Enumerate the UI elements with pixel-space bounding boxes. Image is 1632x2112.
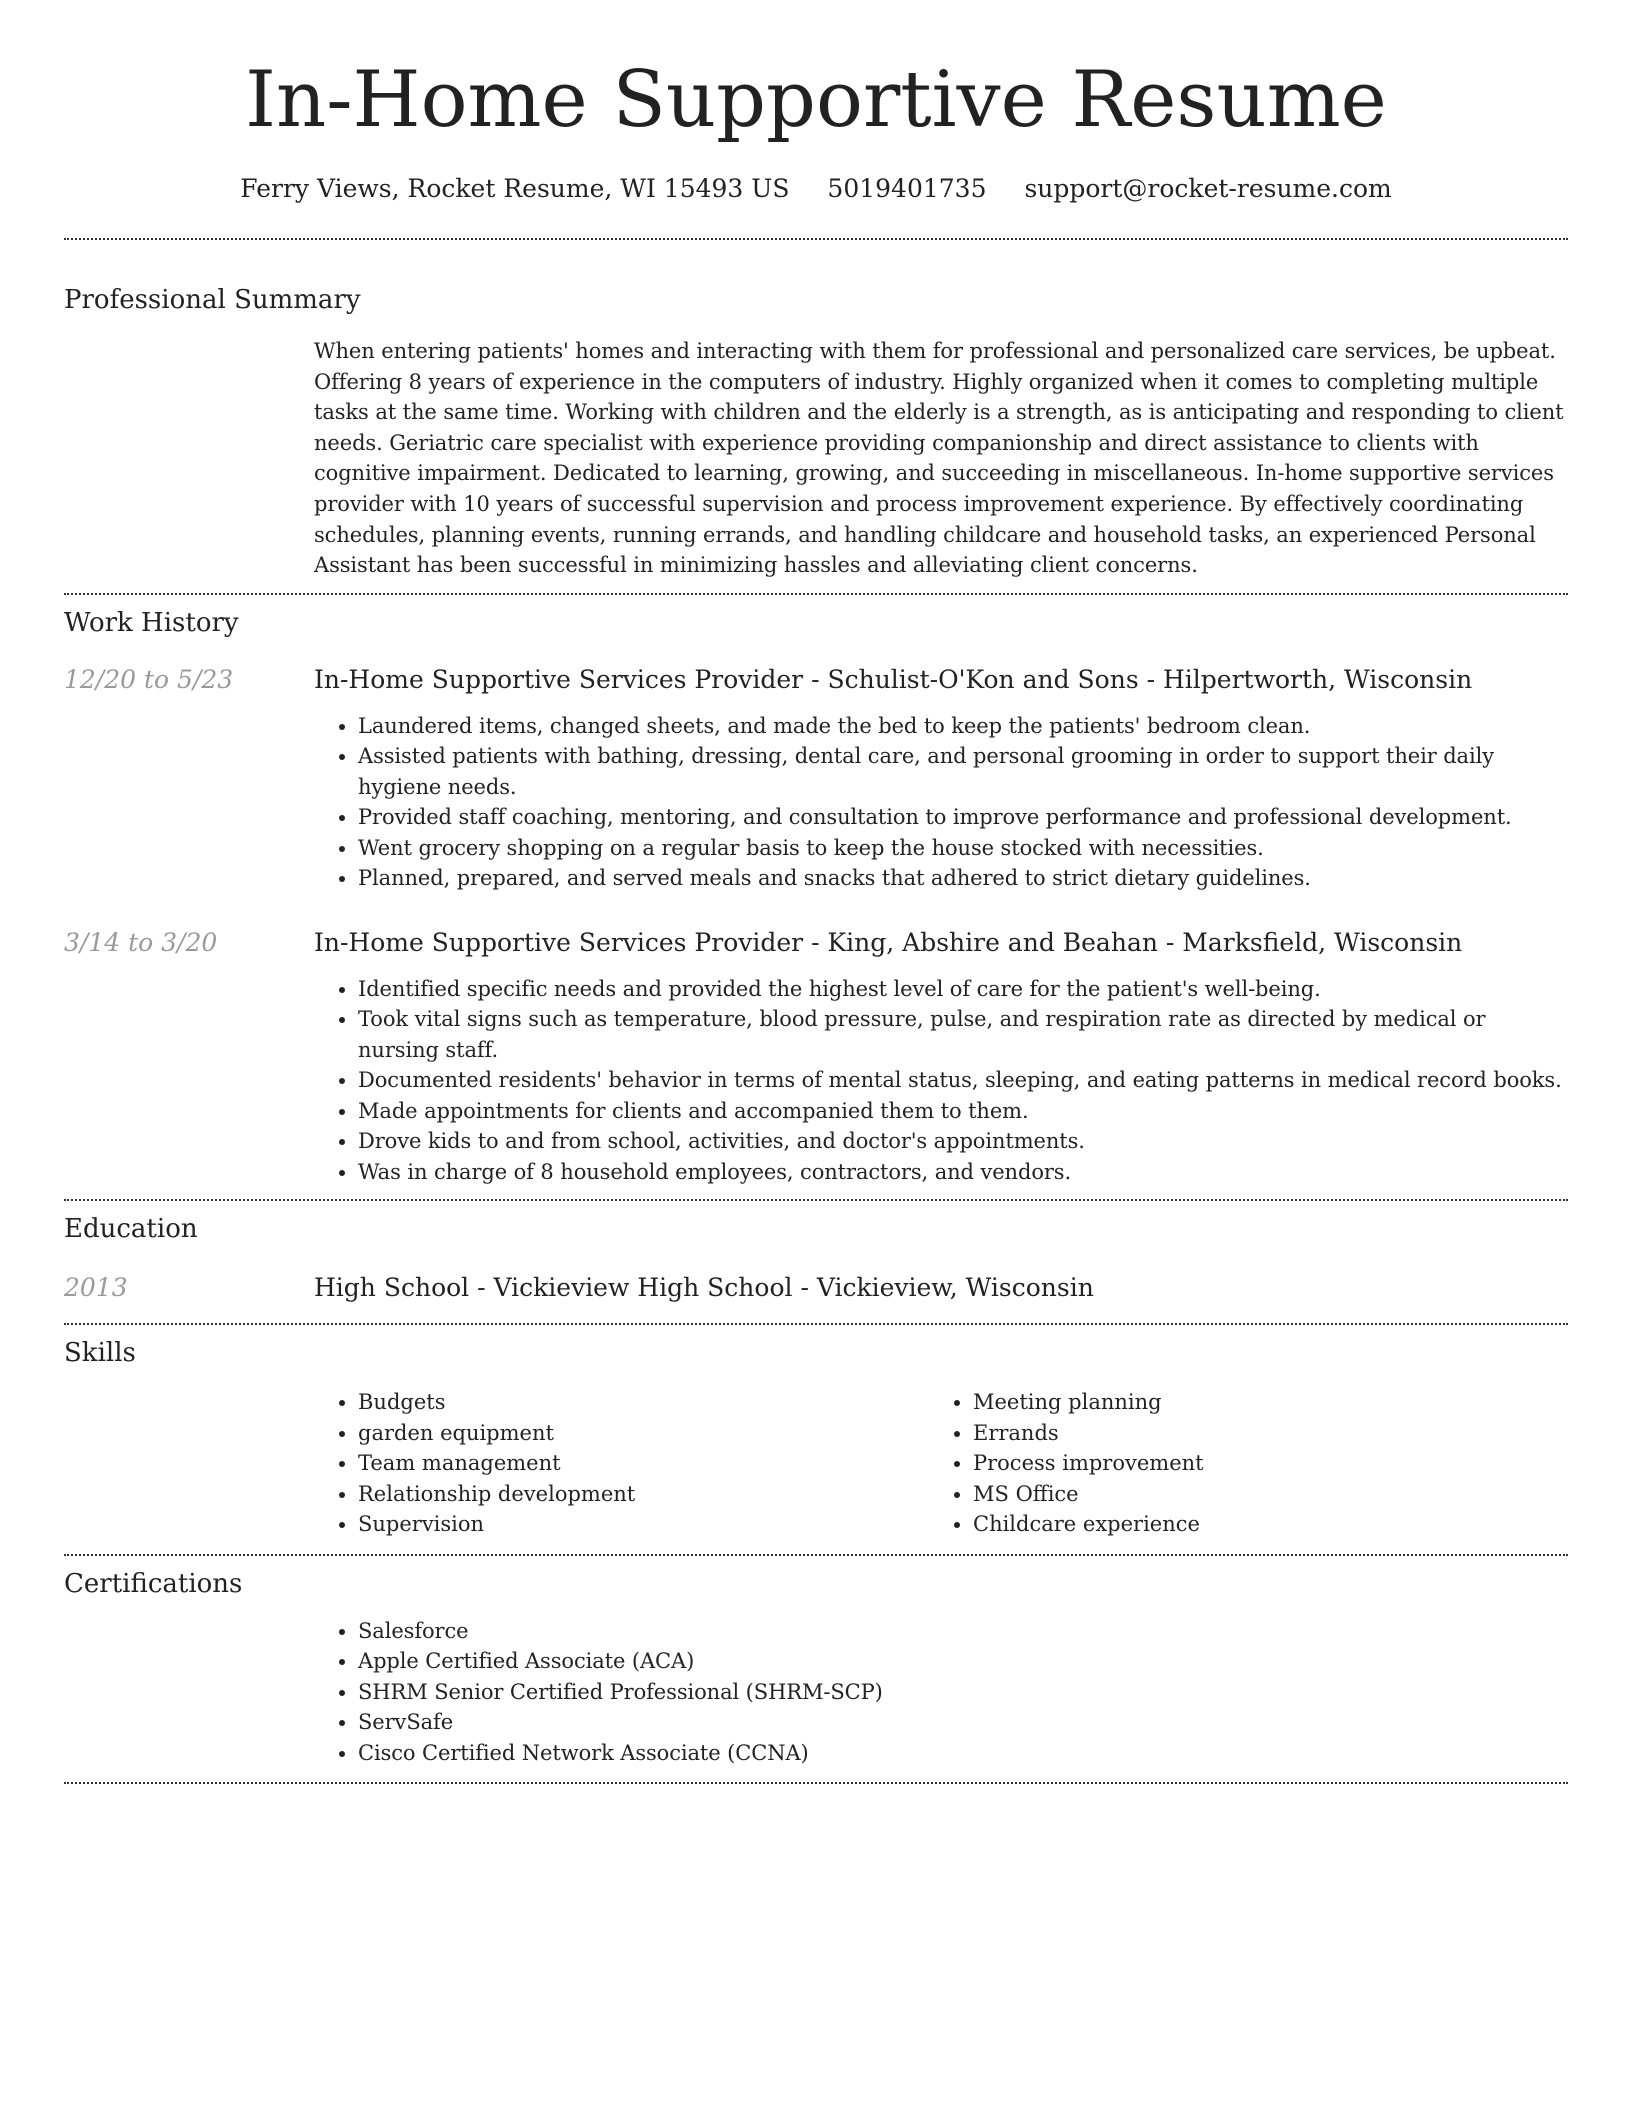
job-entry: [64, 928, 1568, 1200]
skills-list-left: [314, 1387, 929, 1540]
skill-item: • Process improvement: [973, 1448, 1204, 1479]
skill-item: • Supervision: [358, 1509, 929, 1540]
summary-text: When entering patients' homes and interacting with them for professional and personalized care services, be upbeat. Offering 8 years of experience in the computers of industry. Highly organized when it comes to completing multiple tasks at the same time. Working with children and the elderly is a strength, as is anticipating and responding to client needs. Geriatric care specialist with experience providing companionship and direct assistance to clients with cognitive impairment. Dedicated to learning, growing, and succeeding in miscellaneous. In-home supportive services provider with 10 years of successful supervision and process improvement experience. By effectively coordinating schedules, planning events, running errands, and handling childcare and household tasks, an experienced Personal Assistant has been successful in minimizing hassles and alleviating client concerns.: [314, 339, 1564, 578]
job-bullets: [314, 974, 1568, 1188]
skill-item: • Errands: [973, 1418, 1204, 1449]
certification-item: • SHRM Senior Certified Professional (SHRM-SCP): [358, 1677, 1568, 1708]
list-item: • Went grocery shopping on a regular basis to keep the house stocked with necessities.: [358, 833, 1568, 864]
list-item: • Drove kids to and from school, activities, and doctor's appointments.: [358, 1126, 1568, 1157]
education-heading: Education: [64, 1214, 198, 1245]
resume-title: In-Home Supportive Resume: [245, 55, 1387, 145]
contact-email: support@rocket-resume.com: [1024, 174, 1392, 203]
certification-item: • ServSafe: [358, 1707, 1568, 1738]
certifications-heading: Certifications: [64, 1568, 243, 1599]
list-item: • Provided staff coaching, mentoring, and consultation to improve performance and professional development.: [358, 802, 1568, 833]
skill-item: • Team management: [358, 1448, 929, 1479]
list-item: • Identified specific needs and provided the highest level of care for the patient's well-being.: [358, 974, 1568, 1005]
skill-item: • MS Office: [973, 1479, 1204, 1510]
list-item: • Made appointments for clients and accompanied them to them.: [358, 1096, 1568, 1127]
work-heading: Work History: [64, 607, 239, 638]
job-heading: In-Home Supportive Services Provider - King, Abshire and Beahan - Marksfield, Wisconsin: [314, 927, 1463, 957]
list-item: • Assisted patients with bathing, dressing, dental care, and personal grooming in order to support their daily hygiene needs.: [358, 741, 1568, 802]
job-entry: [64, 665, 1568, 894]
list-item: • Was in charge of 8 household employees, contractors, and vendors.: [358, 1157, 1568, 1188]
summary-heading: Professional Summary: [64, 285, 361, 315]
list-item: • Took vital signs such as temperature, blood pressure, pulse, and respiration rate as directed by medical or nursing staff.: [358, 1004, 1568, 1065]
list-item: • Laundered items, changed sheets, and made the bed to keep the patients' bedroom clean.: [358, 711, 1568, 742]
contact-phone: 5019401735: [827, 174, 987, 203]
job-dates: 3/14 to 3/20: [64, 927, 218, 957]
certification-item: • Apple Certified Associate (ACA): [358, 1646, 1568, 1677]
skill-item: • Relationship development: [358, 1479, 929, 1510]
contact-address: Ferry Views, Rocket Resume, WI 15493 US: [240, 174, 790, 203]
contact-line: [64, 174, 1568, 204]
skills-list-right: [929, 1387, 1204, 1540]
certifications-section: [64, 1556, 1568, 1783]
education-heading-line: High School - Vickieview High School - Vickieview, Wisconsin: [314, 1273, 1094, 1303]
skills-heading: Skills: [64, 1338, 136, 1369]
list-item: • Documented residents' behavior in terms of mental status, sleeping, and eating patterns in medical record books.: [358, 1065, 1568, 1096]
skills-section: [64, 1325, 1568, 1554]
list-item: • Planned, prepared, and served meals and snacks that adhered to strict dietary guidelines.: [358, 863, 1568, 894]
education-year: 2013: [64, 1273, 128, 1303]
job-heading: In-Home Supportive Services Provider - Schulist-O'Kon and Sons - Hilpertworth, Wisconsin: [314, 664, 1473, 694]
education-section: [64, 1201, 1568, 1323]
skill-item: • garden equipment: [358, 1418, 929, 1449]
job-bullets: [314, 711, 1568, 894]
job-dates: 12/20 to 5/23: [64, 664, 234, 694]
work-section: [64, 595, 1568, 1200]
certification-item: • Salesforce: [358, 1616, 1568, 1647]
divider: [64, 1782, 1568, 1784]
skill-item: • Budgets: [358, 1387, 929, 1418]
skill-item: • Meeting planning: [973, 1387, 1204, 1418]
summary-section: [64, 240, 1568, 593]
certification-item: • Cisco Certified Network Associate (CCNA): [358, 1738, 1568, 1769]
skill-item: • Childcare experience: [973, 1509, 1204, 1540]
education-entry: [64, 1273, 1568, 1323]
certifications-list: [314, 1616, 1568, 1783]
